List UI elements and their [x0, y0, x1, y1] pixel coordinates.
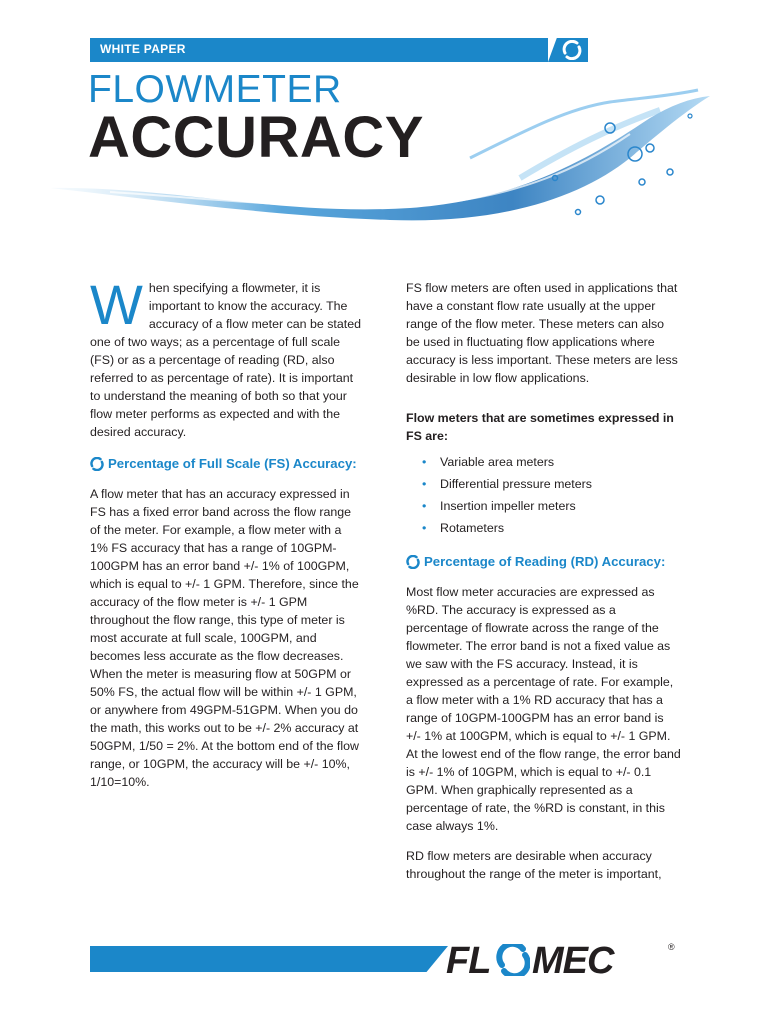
list-item: [406, 473, 681, 495]
bullet-icon: •: [422, 455, 427, 469]
list-item-text: Differential pressure meters: [440, 477, 592, 491]
list-item-text: Insertion impeller meters: [440, 499, 576, 513]
intro-text: hen specifying a flowmeter, it is important to know the accuracy. The accuracy of a flow meter can be stated one of two ways; as a percentage of full scale (FS) or as a percentage of reading (RD, also referred to as percentage of rate). It is important to understand the meaning of both so that your flow meter performs as expected and with the desired accuracy.: [90, 281, 361, 439]
flomec-swirl-icon: [90, 457, 104, 471]
fs-list-heading: Flow meters that are sometimes expressed in FS are:: [406, 411, 674, 443]
right-column: [406, 279, 681, 895]
fs-meter-list: [406, 451, 681, 539]
fs-accuracy-heading: [90, 455, 362, 473]
flomec-swirl-icon: [406, 555, 420, 569]
logo-text-right: MEC: [532, 940, 614, 982]
dropcap: W: [90, 273, 143, 336]
footer-bar: [90, 946, 448, 972]
list-item: [406, 517, 681, 539]
flomec-logo: [446, 940, 686, 980]
registered-mark: ®: [668, 942, 675, 952]
bullet-icon: •: [422, 477, 427, 491]
banner-logo-tab: [548, 38, 588, 62]
banner-label: WHITE PAPER: [100, 42, 186, 56]
flomec-swirl-icon: [496, 944, 530, 976]
fs-accuracy-heading-text: Percentage of Full Scale (FS) Accuracy:: [108, 456, 357, 471]
list-item: [406, 451, 681, 473]
rd-accuracy-heading-text: Percentage of Reading (RD) Accuracy:: [424, 554, 666, 569]
left-column: [90, 273, 362, 803]
intro-paragraph: [90, 273, 362, 441]
rd-usage-paragraph: RD flow meters are desirable when accuracy throughout the range of the meter is important,: [406, 849, 662, 881]
rd-body-paragraph: Most flow meter accuracies are expressed as %RD. The accuracy is expressed as a percentage of flowrate across the range of the flowmeter. The error band is not a fixed value as we saw with the FS accuracy. Instead, it is expressed as a percentage of rate. For example, a flow meter with a 1% RD accuracy that has a range of 10GPM-100GPM has an error band is +/- 1% at 100GPM, which is equal to +/- 1 GPM. At the lowest end of the flow range, the error band is +/- 1% of 10GPM, which is equal to +/- 0.1 GPM. When graphically represented as a percentage of rate, the %RD is constant, in this case always 1%.: [406, 585, 681, 833]
title-flowmeter: FLOWMETER: [88, 68, 342, 111]
flomec-swirl-icon: [562, 40, 582, 60]
list-item: [406, 495, 681, 517]
title-accuracy: ACCURACY: [88, 105, 424, 170]
bullet-icon: •: [422, 521, 427, 535]
list-item-text: Rotameters: [440, 521, 505, 535]
list-item-text: Variable area meters: [440, 455, 555, 469]
fs-body-paragraph: A flow meter that has an accuracy expressed in FS has a fixed error band across the flow range of the meter. For example, a flow meter with a 1% FS accuracy that has a range of 10GPM-100GPM has an error band +/- 1% of 100GPM, which is equal to +/- 1 GPM. Therefore, since the accuracy of the flow meter is +/- 1 GPM throughout the flow range, this type of meter is most accurate at full scale, 100GPM, and becomes less accurate as the flow decreases. When the meter is measuring flow at 50GPM or 50% FS, the actual flow will be within +/- 1 GPM, or anywhere from 49GPM-51GPM. When you do the math, this works out to be +/- 2% accuracy at 50GPM, 1/50 = 2%. At the bottom end of the flow range, or 10GPM, the accuracy will be +/- 10%, 1/10=10%.: [90, 487, 359, 789]
fs-usage-paragraph: FS flow meters are often used in applications that have a constant flow rate usually at the upper range of the flow meter. These meters can also be used in fluctuating flow applications where accuracy is less important. These meters are less desirable in low flow applications.: [406, 281, 678, 385]
logo-text-left: FL: [446, 940, 491, 982]
bullet-icon: •: [422, 499, 427, 513]
white-paper-banner: [90, 38, 548, 62]
rd-accuracy-heading: [406, 553, 681, 571]
